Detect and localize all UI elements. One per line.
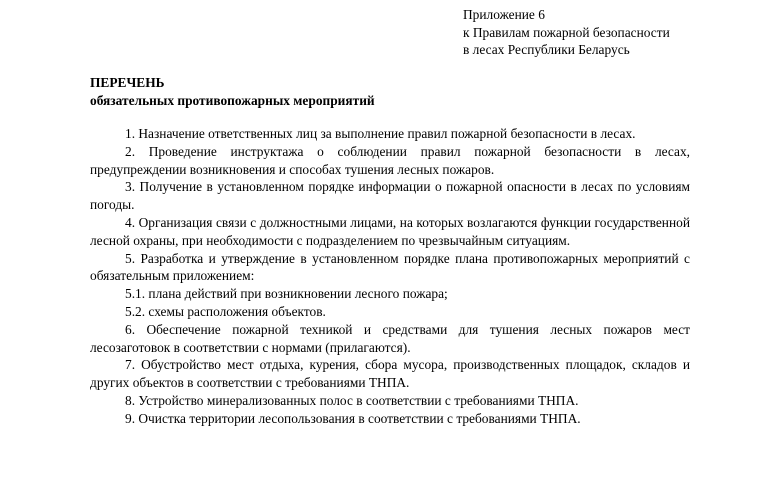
appendix-reference-line2: в лесах Республики Беларусь — [463, 42, 630, 57]
list-item: 5. Разработка и утверждение в установленном порядке плана противопожарных мероприятий с обязательным приложением: — [90, 250, 690, 284]
list-subitem: 5.2. схемы расположения объектов. — [125, 303, 326, 319]
list-item: 8. Устройство минерализованных полос в соответствии с требованиями ТНПА. — [125, 392, 579, 408]
list-item: 9. Очистка территории лесопользования в соответствии с требованиями ТНПА. — [125, 410, 581, 426]
list-item: 1. Назначение ответственных лиц за выполнение правил пожарной безопасности в лесах. — [125, 126, 636, 141]
measures-list — [90, 125, 690, 428]
appendix-reference-line1: к Правилам пожарной безопасности — [463, 24, 670, 40]
document-title: ПЕРЕЧЕНЬ — [90, 75, 165, 90]
list-item: 4. Организация связи с должностными лицами, на которых возлагаются функции государственной лесной охраны, при необходимости с подразделением по чрезвычайным ситуациям. — [90, 214, 690, 248]
list-subitem: 5.1. плана действий при возникновении лесного пожара; — [125, 286, 448, 302]
list-item: 7. Обустройство мест отдыха, курения, сбора мусора, производственных площадок, складов и других объектов в соответствии с требованиями ТНПА. — [90, 357, 690, 391]
document-heading — [90, 74, 375, 109]
document-subtitle: обязательных противопожарных мероприятий — [90, 92, 375, 108]
appendix-header — [463, 6, 670, 59]
list-item: 6. Обеспечение пожарной техникой и средствами для тушения лесных пожаров мест лесозаготовок в соответствии с нормами (прилагаются). — [90, 321, 690, 355]
list-item: 3. Получение в установленном порядке информации о пожарной опасности в лесах по условиям погоды. — [90, 179, 690, 213]
appendix-number: Приложение 6 — [463, 7, 545, 22]
list-item: 2. Проведение инструктажа о соблюдении правил пожарной безопасности в лесах, предупреждении возникновения и способах тушения лесных пожаров. — [90, 143, 690, 177]
